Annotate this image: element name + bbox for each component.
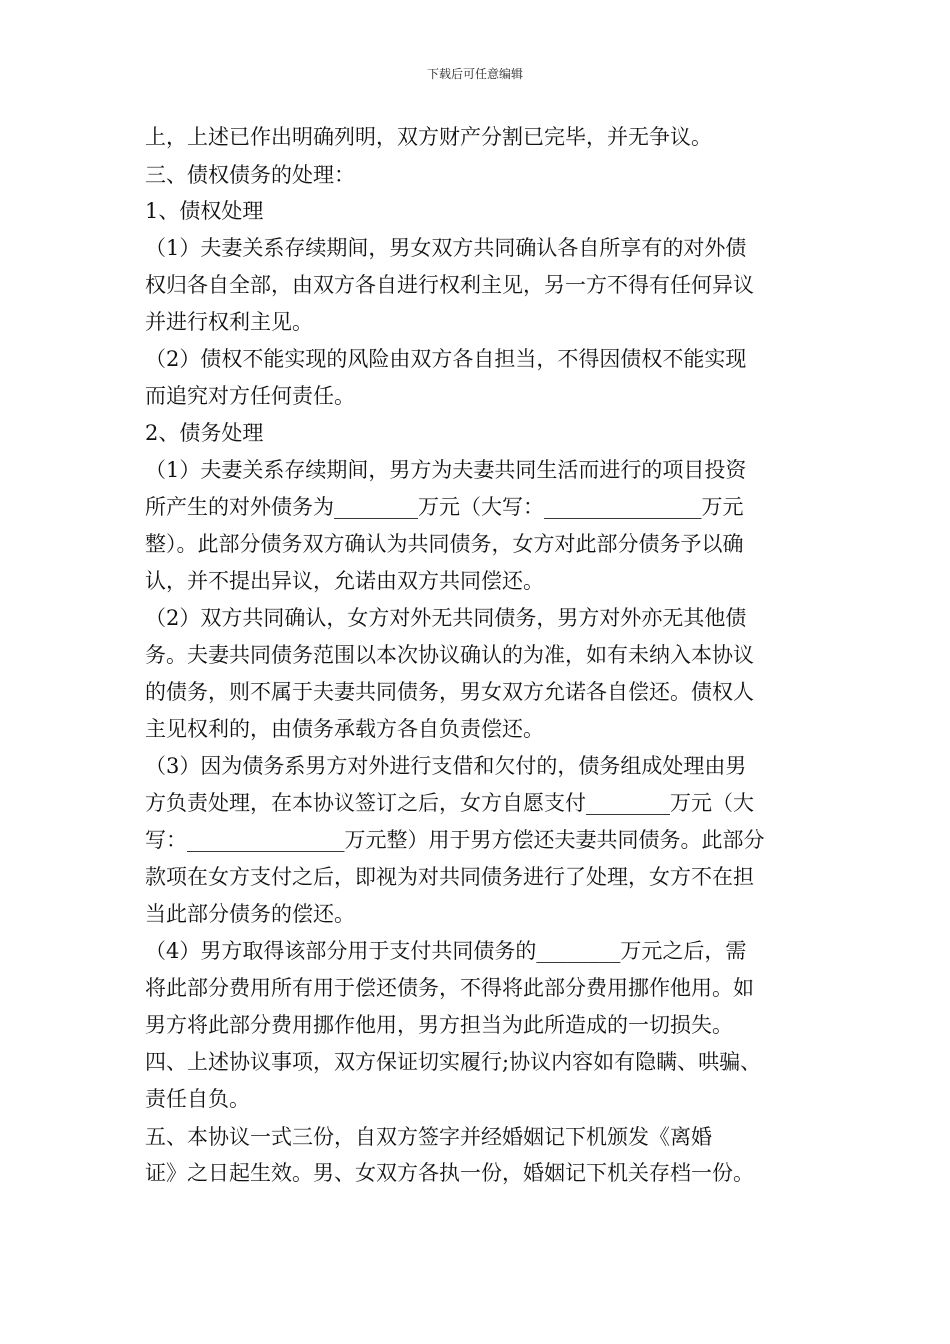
paragraph-line: 而追究对方任何责任。 [145, 384, 355, 408]
paragraph-line: 五、本协议一式三份，自双方签字并经婚姻记下机颁发《离婚 [145, 1125, 712, 1149]
subsection-heading: 1、债权处理 [145, 199, 264, 223]
paragraph-line: 责任自负。 [145, 1087, 250, 1111]
paragraph-line: （2）债权不能实现的风险由双方各自担当，不得因债权不能实现 [145, 347, 747, 371]
section-heading: 三、债权债务的处理： [145, 163, 355, 187]
paragraph-line: （2）双方共同确认，女方对外无共同债务，男方对外亦无其他债 [145, 606, 747, 630]
paragraph-line: （1）夫妻关系存续期间，男女双方共同确认各自所享有的对外债 [145, 236, 747, 260]
paragraph-line: 认，并不提出异议，允诺由双方共同偿还。 [145, 569, 544, 593]
paragraph-line: 男方将此部分费用挪作他用，男方担当为此所造成的一切损失。 [145, 1013, 733, 1037]
paragraph-line: 所产生的对外债务为________万元（大写：_______________万元 [145, 495, 744, 519]
paragraph-line: 主见权利的，由债务承载方各自负责偿还。 [145, 717, 544, 741]
paragraph-line: 整）。此部分债务双方确认为共同债务，女方对此部分债务予以确 [145, 532, 744, 556]
paragraph-line: 权归各自全部，由双方各自进行权利主见，另一方不得有任何异议 [145, 273, 754, 297]
paragraph-line: 当此部分债务的偿还。 [145, 902, 355, 926]
paragraph-line: （4）男方取得该部分用于支付共同债务的________万元之后，需 [145, 939, 747, 963]
paragraph-line: 方负责处理，在本协议签订之后，女方自愿支付________万元（大 [145, 791, 754, 815]
paragraph-line: 证》之日起生效。男、女双方各执一份，婚姻记下机关存档一份。 [145, 1161, 754, 1185]
paragraph-line: 务。夫妻共同债务范围以本次协议确认的为准，如有未纳入本协议 [145, 643, 754, 667]
paragraph-line: 四、上述协议事项，双方保证切实履行;协议内容如有隐瞒、哄骗、 [145, 1050, 762, 1074]
paragraph-line: （1）夫妻关系存续期间，男方为夫妻共同生活而进行的项目投资 [145, 458, 747, 482]
page-header: 下载后可任意编辑 [426, 67, 523, 81]
paragraph-line: （3）因为债务系男方对外进行支借和欠付的，债务组成处理由男 [145, 754, 747, 778]
paragraph-line: 上，上述已作出明确列明，双方财产分割已完毕，并无争议。 [145, 125, 712, 149]
paragraph-line: 写：_______________万元整）用于男方偿还夫妻共同债务。此部分 [145, 828, 765, 852]
paragraph-line: 并进行权利主见。 [145, 310, 313, 334]
paragraph-line: 款项在女方支付之后，即视为对共同债务进行了处理，女方不在担 [145, 865, 754, 889]
subsection-heading: 2、债务处理 [145, 421, 264, 445]
paragraph-line: 将此部分费用所有用于偿还债务，不得将此部分费用挪作他用。如 [145, 976, 754, 1000]
paragraph-line: 的债务，则不属于夫妻共同债务，男女双方允诺各自偿还。债权人 [145, 680, 754, 704]
